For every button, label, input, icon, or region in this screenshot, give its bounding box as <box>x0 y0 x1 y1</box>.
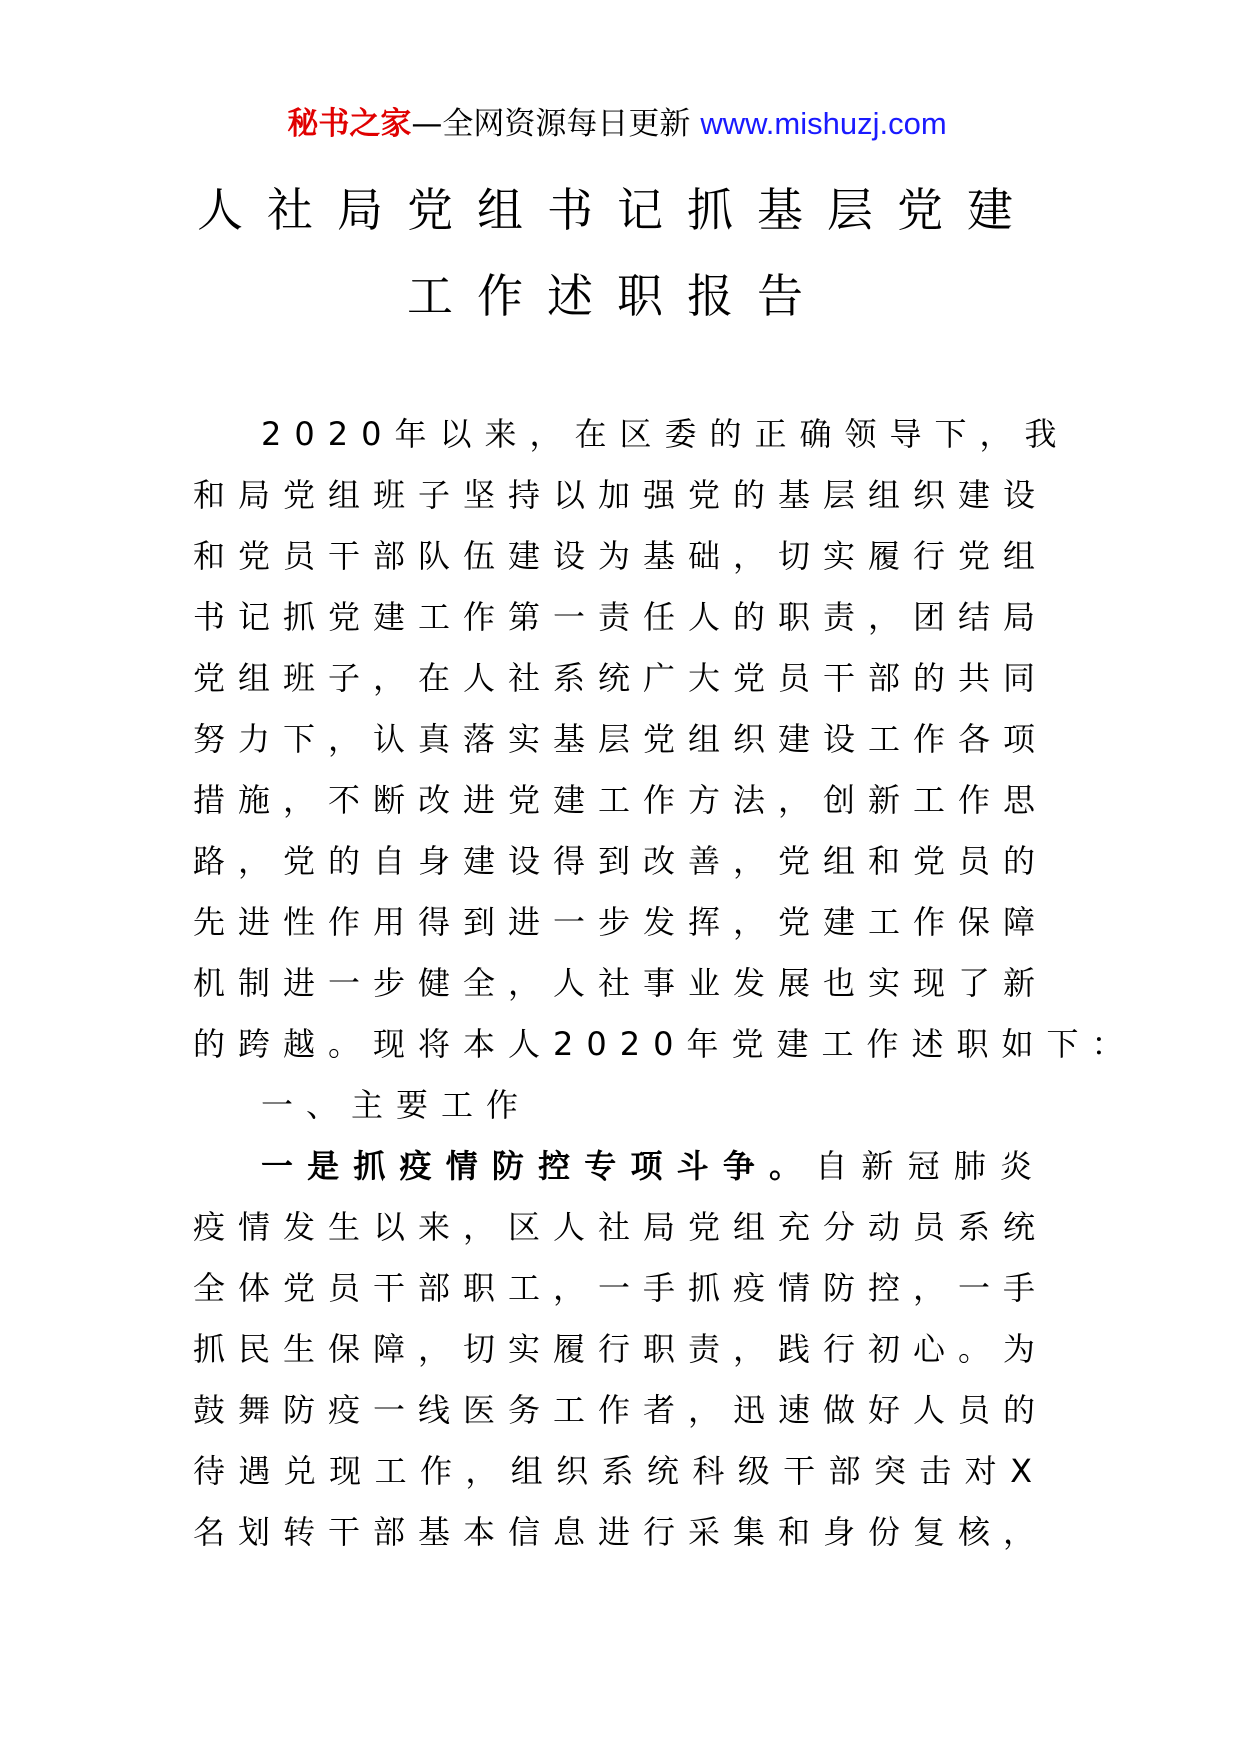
body-line: 措施，不断改进党建工作方法，创新工作思 <box>193 781 1049 819</box>
document-title-line-2: 工作述职报告 <box>407 269 827 323</box>
section-heading: 一、主要工作 <box>261 1086 532 1124</box>
body-line: 机制进一步健全，人社事业发展也实现了新 <box>193 964 1049 1002</box>
body-line: 路，党的自身建设得到改善，党组和党员的 <box>193 842 1049 880</box>
document-body <box>193 404 1137 1563</box>
body-line: 和党员干部队伍建设为基础，切实履行党组 <box>193 537 1049 575</box>
body-line: 书记抓党建工作第一责任人的职责，团结局 <box>193 598 1049 636</box>
site-url-link[interactable]: www.mishuzj.com <box>700 106 947 141</box>
brand-name: 秘书之家 <box>287 106 412 142</box>
body-line: 抓民生保障，切实履行职责，践行初心。为 <box>193 1330 1049 1368</box>
paragraph-2-first-line <box>193 1136 1045 1197</box>
body-line: 鼓舞防疫一线医务工作者，迅速做好人员的 <box>193 1391 1049 1429</box>
header-tagline: —全网资源每日更新 <box>411 106 691 142</box>
body-line: 的跨越。现将本人2020年党建工作述职如下： <box>193 1025 1137 1063</box>
body-line: 和局党组班子坚持以加强党的基层组织建设 <box>193 476 1049 514</box>
paragraph-2-lead: 一是抓疫情防控专项斗争。 <box>261 1147 816 1185</box>
body-line: 党组班子，在人社系统广大党员干部的共同 <box>193 659 1049 697</box>
body-line: 疫情发生以来，区人社局党组充分动员系统 <box>193 1208 1049 1246</box>
body-line: 全体党员干部职工，一手抓疫情防控，一手 <box>193 1269 1049 1307</box>
document-title-line-1: 人社局党组书记抓基层党建 <box>197 183 1037 237</box>
body-line-fragment: 自新冠肺炎 <box>815 1147 1045 1185</box>
site-header <box>0 104 1234 144</box>
body-line: 2020年以来，在区委的正确领导下，我 <box>261 415 1070 453</box>
body-line: 先进性作用得到进一步发挥，党建工作保障 <box>193 903 1049 941</box>
body-line: 待遇兑现工作，组织系统科级干部突击对X <box>193 1452 1045 1490</box>
body-line: 名划转干部基本信息进行采集和身份复核， <box>193 1513 1049 1551</box>
body-line: 努力下，认真落实基层党组织建设工作各项 <box>193 720 1049 758</box>
